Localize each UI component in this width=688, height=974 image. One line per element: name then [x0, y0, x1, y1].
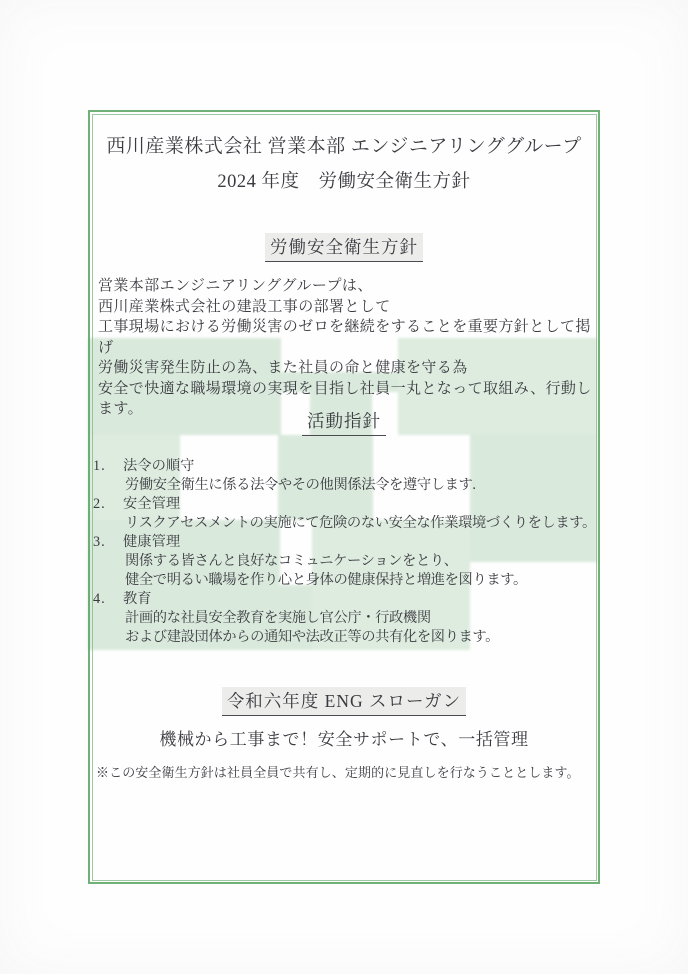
- guideline-title: 健康管理: [123, 534, 181, 550]
- guideline-title: 法令の順守: [123, 458, 195, 474]
- policy-line: 安全で快適な職場環境の実現を目指し社員一丸となって取組み、行動します。: [98, 380, 592, 417]
- policy-statement: [98, 276, 596, 420]
- document-frame: [88, 110, 600, 884]
- guidelines-heading-row: [88, 407, 600, 436]
- company-title: 西川産業株式会社 営業本部 エンジニアリンググループ: [106, 136, 582, 157]
- guideline-item: [93, 533, 598, 552]
- policy-line: 工事現場における労働災害のゼロを継続をすることを重要方針として掲げ: [98, 319, 591, 356]
- slogan-heading-row: [88, 687, 600, 716]
- slogan-heading: 令和六年度 ENG スローガン: [222, 687, 466, 716]
- policy-heading-row: [88, 233, 600, 262]
- guideline-item: [93, 457, 598, 476]
- guideline-title: 教育: [123, 591, 152, 607]
- guideline-number: 2.: [93, 496, 106, 512]
- guideline-title: 安全管理: [123, 496, 181, 512]
- guideline-detail: リスクアセスメントの実施にて危険のない安全な作業環境づくりをします。: [125, 515, 596, 531]
- guideline-detail: 計画的な社員安全教育を実施し官公庁・行政機関: [125, 610, 431, 626]
- policy-heading: 労働安全衛生方針: [265, 233, 423, 262]
- guidelines-heading: 活動指針: [302, 407, 386, 436]
- guideline-number: 1.: [93, 458, 106, 474]
- guidelines-list: [93, 457, 598, 647]
- policy-line: 営業本部エンジニアリンググループは、: [98, 278, 373, 294]
- guideline-detail: 労働安全衛生に係る法令やその他関係法令を遵守します.: [125, 477, 476, 493]
- guideline-detail: 健全で明るい職場を作り心と身体の健康保持と増進を図ります。: [125, 572, 527, 588]
- fiscal-year-title: 2024 年度 労働安全衛生方針: [217, 172, 471, 192]
- policy-line: 労働災害発生防止の為、また社員の命と健康を守る為: [98, 360, 468, 376]
- guideline-detail: および建設団体からの通知や法改正等の共有化を図ります。: [125, 629, 500, 645]
- slogan-text: 機械から工事まで！安全サポートで、一括管理: [159, 730, 529, 749]
- guideline-item: [93, 495, 598, 514]
- guideline-number: 3.: [93, 534, 106, 550]
- footnote-text: ※この安全衛生方針は社員全員で共有し、定期的に見直しを行なうこととします。: [96, 765, 580, 780]
- guideline-item: [93, 590, 598, 609]
- policy-line: 西川産業株式会社の建設工事の部署として: [98, 298, 391, 315]
- guideline-number: 4.: [93, 591, 106, 607]
- guideline-detail: 関係する皆さんと良好なコミュニケーションをとり、: [125, 553, 458, 569]
